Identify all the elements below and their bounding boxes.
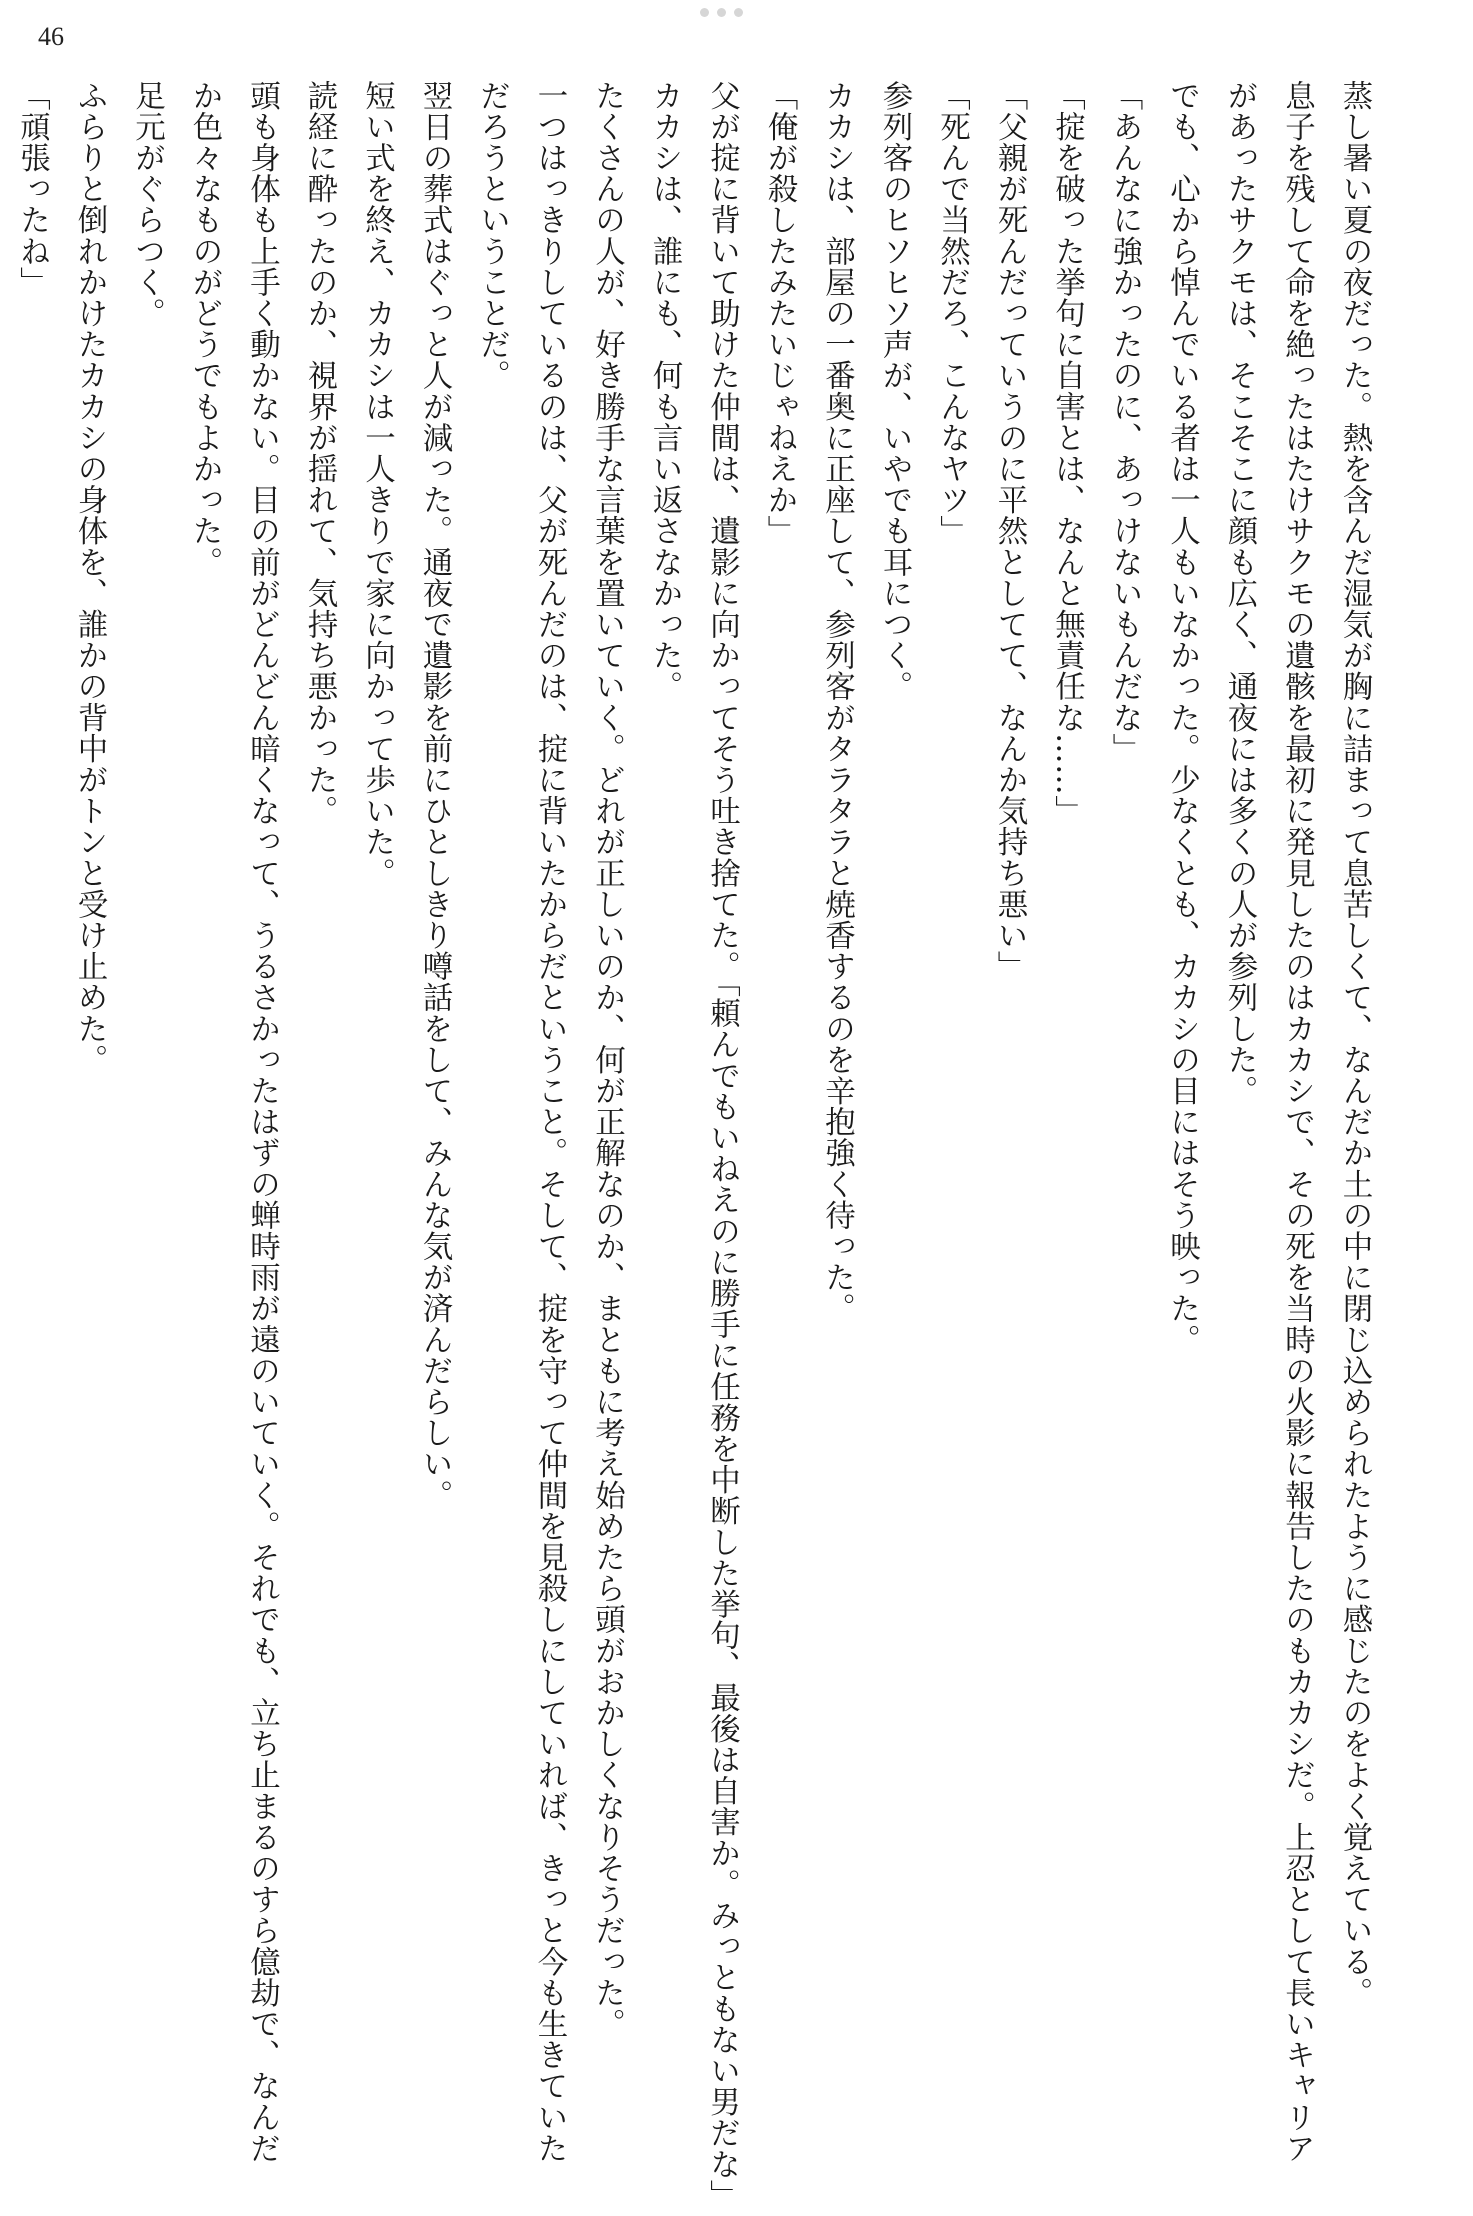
indicator-dot [717,8,726,17]
text-line: 「あんなに強かったのに、あっけないもんだな」 [1107,80,1142,765]
text-line: 「父親が死んだっていうのに平然としてて、なんか気持ち悪い」 [992,80,1027,982]
vertical-text-body [14,80,1383,2211]
text-line: 蒸し暑い夏の夜だった。熱を含んだ湿気が胸に詰まって息苦しくて、なんだか土の中に閉じ込められたように感じたのをよく覚えている。 [1337,80,1372,2009]
text-line: カカシは、部屋の一番奥に正座して、参列客がタラタラと焼香するのを辛抱強く待った。 [819,80,855,1324]
text-line: だろうということだ。 [474,80,510,391]
text-line: 一つはっきりしているのは、父が死んだのは、掟に背いたからだということ。そして、掟を守って仲間を見殺しにしていれば、きっと今も生きていた [532,80,567,2164]
page-number: 46 [38,22,64,51]
text-line: ふらりと倒れかけたカカシの身体を、誰かの背中がトンと受け止めた。 [72,80,107,1076]
text-line: 息子を残して命を絶ったはたけサクモの遺骸を最初に発見したのはカカシで、その死を当時の火影に報告したのもカカシだ。上忍として長いキャリア [1279,80,1315,2164]
text-line: があったサクモは、そこそこに顔も広く、通夜には多くの人が参列した。 [1222,80,1257,1107]
text-line: 頭も身体も上手く動かない。目の前がどんどん暗くなって、うるさかったはずの蝉時雨が遠のいていく。それでも、立ち止まるのすら億劫で、なんだ [244,80,280,2164]
page-indicator-dots [700,8,743,17]
text-line: 「頑張ったね」 [14,80,50,298]
text-line: たくさんの人が、好き勝手な言葉を置いていく。どれが正しいのか、何が正解なのか、まともに考え始めたら頭がおかしくなりそうだった。 [589,80,625,2040]
indicator-dot [700,8,709,17]
text-line: 「死んで当然だろ、こんなヤツ」 [934,80,970,547]
text-line: 「掟を破った挙句に自害とは、なんと無責任な……」 [1049,80,1085,827]
text-line: 翌日の葬式はぐっと人が減った。通夜で遺影を前にひとしきり噂話をして、みんな気が済んだらしい。 [417,80,452,1511]
text-line [0,80,3,2150]
text-line: 読経に酔ったのか、視界が揺れて、気持ち悪かった。 [302,80,337,827]
text-line: 足元がぐらつく。 [129,80,165,329]
text-line: 父が掟に背いて助けた仲間は、遺影に向かってそう吐き捨てた。「頼んでもいねえのに勝手に任務を中断した挙句、最後は自害か。みっともない男だな」 [704,80,740,2211]
indicator-dot [734,8,743,17]
text-line: 短い式を終え、カカシは一人きりで家に向かって歩いた。 [359,80,395,889]
text-line: でも、心から悼んでいる者は一人もいなかった。少なくとも、カカシの目にはそう映った。 [1164,80,1200,1356]
text-line: か色々なものがどうでもよかった。 [187,80,222,578]
text-line: 参列客のヒソヒソ声が、いやでも耳につく。 [877,80,912,702]
text-line: カカシは、誰にも、何も言い返さなかった。 [647,80,682,702]
text-line: 「俺が殺したみたいじゃねえか」 [762,80,797,547]
